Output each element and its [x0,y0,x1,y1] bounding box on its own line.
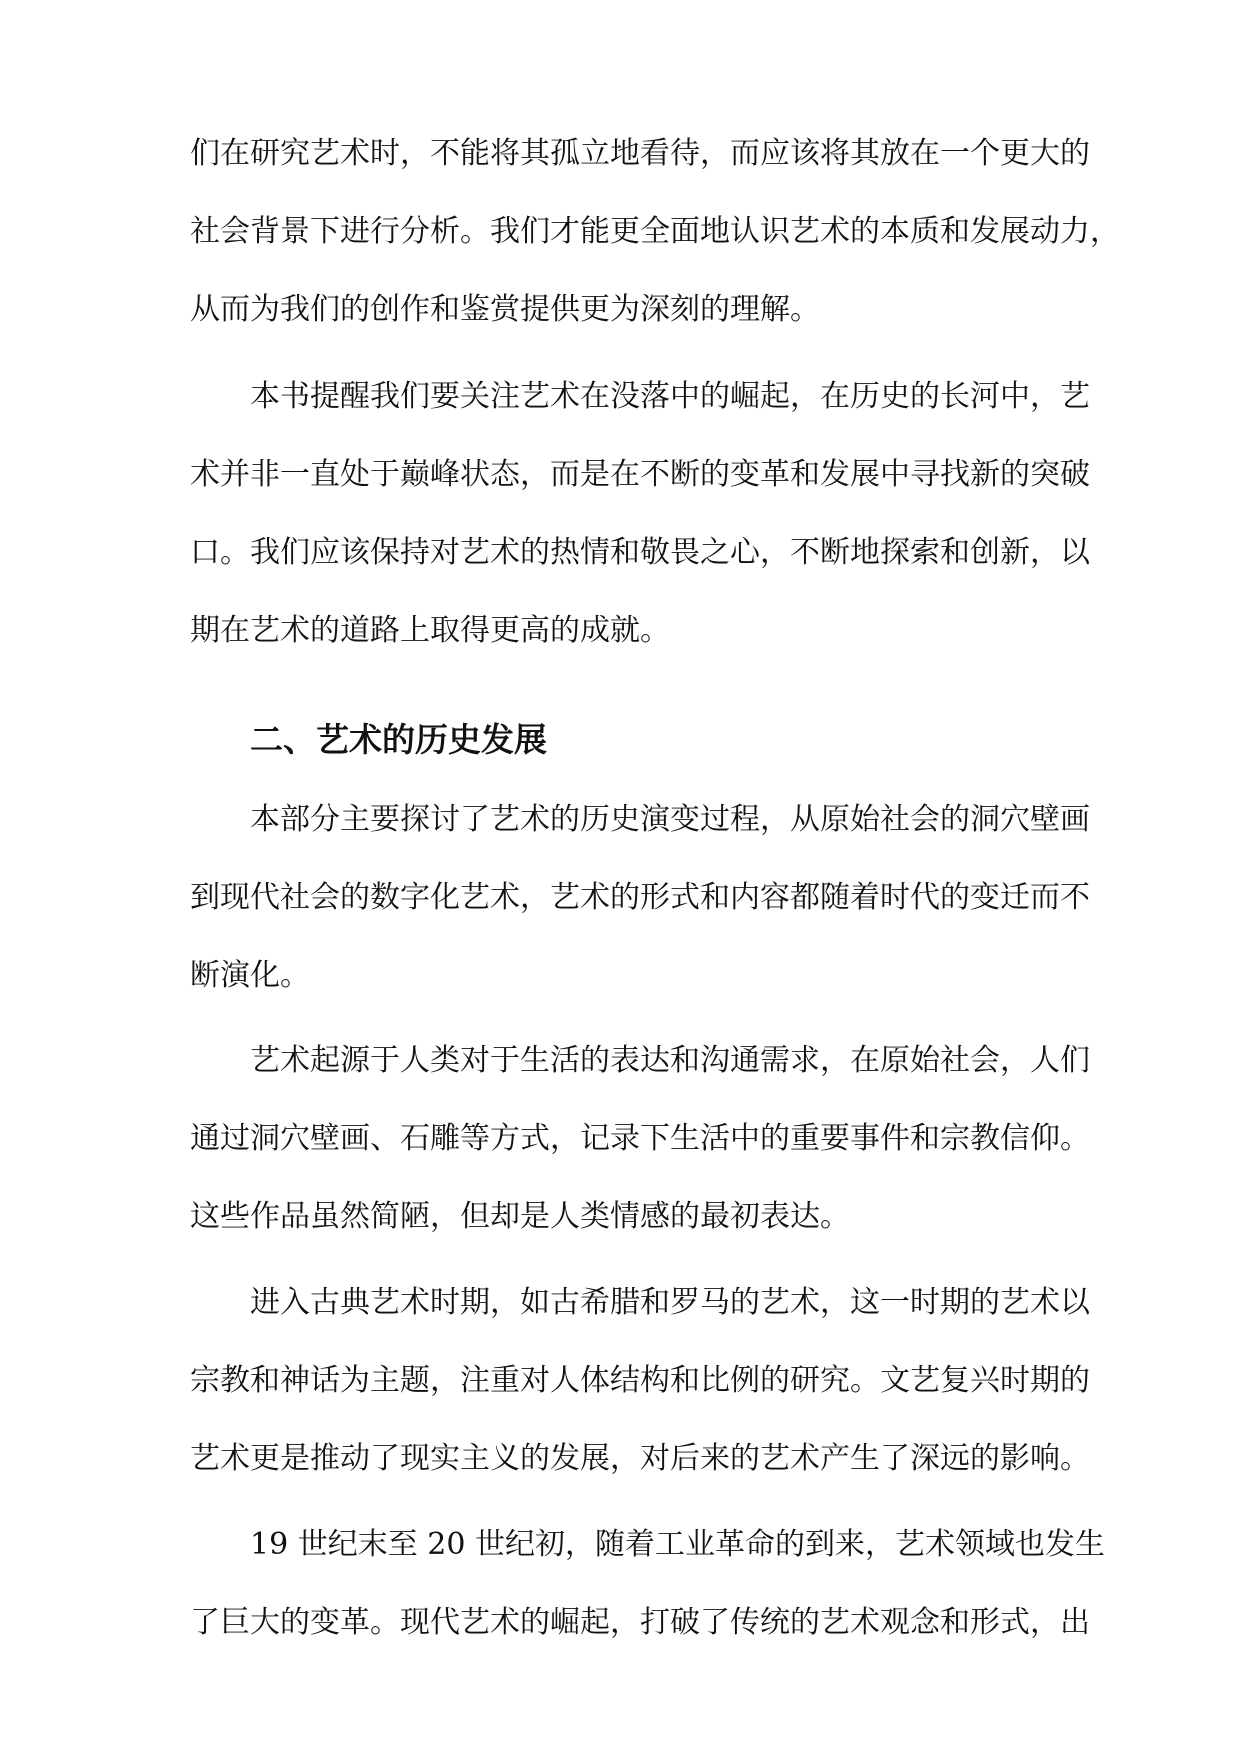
section-heading: 二、艺术的历史发展 [250,720,547,759]
paragraph-line: 本部分主要探讨了艺术的历史演变过程，从原始社会的洞穴壁画 [250,802,1090,837]
paragraph-line: 从而为我们的创作和鉴赏提供更为深刻的理解。 [190,292,820,327]
paragraph-line: 通过洞穴壁画、石雕等方式，记录下生活中的重要事件和宗教信仰。 [190,1121,1090,1156]
paragraph-line: 这些作品虽然简陋，但却是人类情感的最初表达。 [190,1199,850,1234]
paragraph-line: 进入古典艺术时期，如古希腊和罗马的艺术，这一时期的艺术以 [250,1285,1090,1320]
paragraph-line: 19 世纪末至 20 世纪初，随着工业革命的到来，艺术领域也发生 [250,1527,1105,1562]
paragraph-line: 艺术起源于人类对于生活的表达和沟通需求，在原始社会，人们 [250,1043,1090,1078]
paragraph-line: 本书提醒我们要关注艺术在没落中的崛起，在历史的长河中，艺 [250,379,1090,414]
paragraph-line: 断演化。 [190,958,310,993]
paragraph-line: 们在研究艺术时，不能将其孤立地看待，而应该将其放在一个更大的 [190,136,1090,171]
paragraph-line: 社会背景下进行分析。我们才能更全面地认识艺术的本质和发展动力， [190,214,1120,249]
paragraph-line: 口。我们应该保持对艺术的热情和敬畏之心，不断地探索和创新，以 [190,535,1090,570]
paragraph-line: 了巨大的变革。现代艺术的崛起，打破了传统的艺术观念和形式，出 [190,1605,1090,1640]
paragraph-line: 艺术更是推动了现实主义的发展，对后来的艺术产生了深远的影响。 [190,1441,1090,1476]
paragraph-line: 期在艺术的道路上取得更高的成就。 [190,613,670,648]
paragraph-line: 术并非一直处于巅峰状态，而是在不断的变革和发展中寻找新的突破 [190,457,1090,492]
paragraph-line: 宗教和神话为主题，注重对人体结构和比例的研究。文艺复兴时期的 [190,1363,1090,1398]
paragraph-line: 到现代社会的数字化艺术，艺术的形式和内容都随着时代的变迁而不 [190,880,1090,915]
